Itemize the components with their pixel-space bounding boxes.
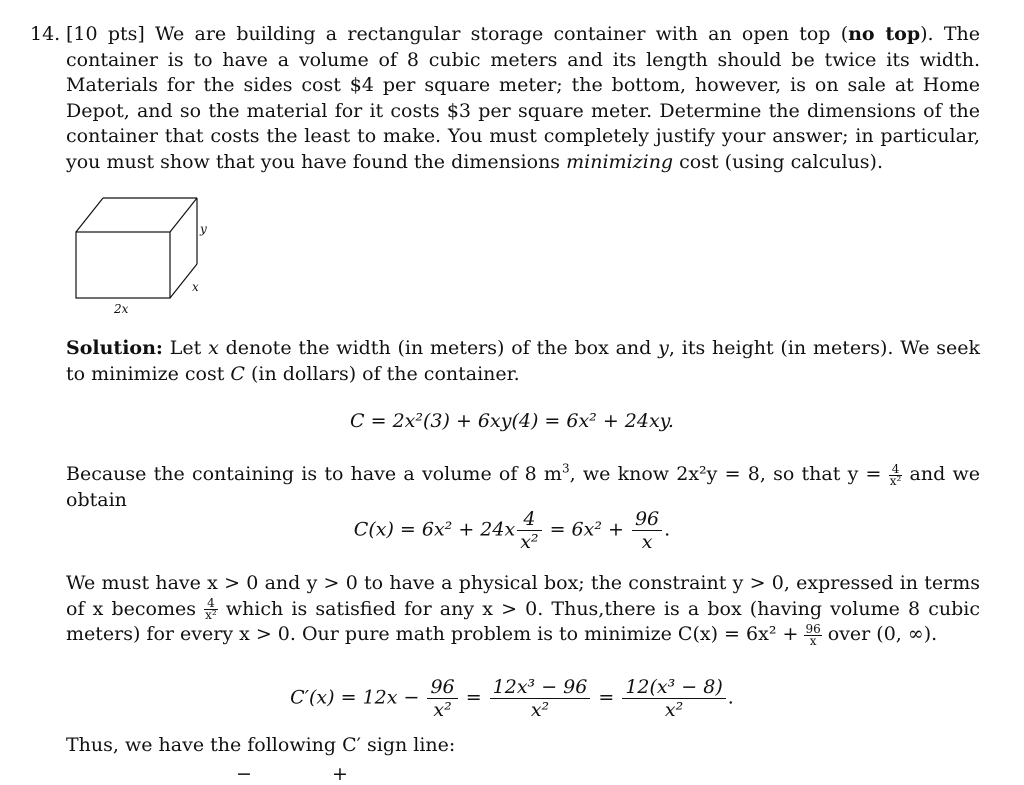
- equation-deriv-frac1-num: 96: [427, 676, 457, 699]
- problem-text-b: ). The container is to have a volume of 8 cubic meters and its length should be twice its width. Materials for the sides cost $4 per square meter; the bottom, however, is on sale at Home Depot, and so the material for it costs $3 per square meter. Determine the dimensions of the container that costs the least to make. You must completely justify your answer; in particular, you must show that you have found the dimensions: [66, 23, 980, 173]
- constraint-fraction2-den: x: [809, 633, 817, 648]
- equation-cx-frac2-num: 96: [632, 508, 662, 531]
- figure-label-length: 2x: [114, 302, 129, 316]
- equation-cx-frac1-den: x²: [520, 531, 539, 553]
- volume-superscript: 3: [561, 461, 570, 476]
- equation-cx-mid: = 6x² +: [543, 518, 630, 541]
- box-edge-top-left: [76, 198, 103, 232]
- solution-intro: [66, 336, 980, 387]
- problem-text-a: We are building a rectangular storage container with an open top (: [155, 23, 849, 45]
- solution-heading: Solution:: [66, 337, 163, 359]
- problem-statement: [66, 22, 980, 176]
- problem-text-c: cost (using calculus).: [673, 150, 884, 173]
- solution-intro-3: , its height (in meters). We seek to minimize cost: [66, 337, 981, 385]
- sign-plus: +: [332, 763, 348, 785]
- problem-number: 14.: [30, 23, 61, 45]
- equation-derivative: [0, 676, 1024, 721]
- var-c: C: [230, 362, 245, 385]
- equation-deriv-frac2-num: 12x³ − 96: [490, 676, 591, 699]
- signline-paragraph: [66, 733, 980, 759]
- constraint-text-3: over (0, ∞).: [821, 623, 938, 646]
- equation-cx-frac2-den: x: [641, 531, 653, 553]
- equation-cx-frac1-num: 4: [517, 508, 541, 531]
- volume-fraction-den: x²: [889, 473, 902, 488]
- equation-deriv-frac3: [622, 676, 725, 721]
- constraint-fraction-den: x²: [205, 608, 217, 623]
- solution-intro-1: Let: [162, 337, 209, 359]
- equation-cost-text: C = 2x²(3) + 6xy(4) = 6x² + 24xy.: [350, 410, 674, 432]
- equation-deriv-frac3-num: 12(x³ − 8): [622, 676, 725, 699]
- equation-deriv-frac3-den: x²: [664, 699, 684, 721]
- figure-label-depth: x: [192, 280, 199, 294]
- equation-deriv-frac2: [490, 676, 591, 721]
- problem-text-italic: minimizing: [566, 150, 674, 173]
- var-x: x: [208, 337, 219, 359]
- constraint-text-2: which is satisfied for any x > 0. Thus,there is a box (having volume 8 cubic meters) for every x > 0. Our pure math problem is to minimize C(x) = 6x² +: [66, 597, 980, 646]
- figure-label-height: y: [200, 222, 207, 236]
- constraint-text-1: We must have x > 0 and y > 0 to have a physical box; the constraint y > 0, expressed in terms of x becomes: [66, 572, 980, 620]
- problem-points: [10 pts]: [66, 23, 145, 45]
- equation-cx-left: C(x) = 6x² + 24x: [353, 518, 516, 541]
- signline-text: Thus, we have the following C′ sign line:: [66, 734, 456, 756]
- equation-deriv-eq2: =: [592, 686, 621, 709]
- equation-deriv-frac1: [427, 676, 457, 721]
- box-drawing: [70, 192, 230, 322]
- volume-text-1: Because the containing is to have a volume of 8 m: [66, 463, 562, 485]
- volume-text-3: and we obtain: [66, 463, 980, 511]
- equation-deriv-end: .: [727, 686, 734, 709]
- volume-fraction-num: 4: [889, 464, 903, 476]
- solution-intro-2: denote the width (in meters) of the box and: [218, 337, 659, 359]
- equation-deriv-eq1: =: [459, 686, 488, 709]
- constraint-fraction-num: 4: [204, 598, 218, 610]
- constraint-fraction-2: [804, 621, 821, 648]
- equation-cost: [0, 408, 1024, 434]
- equation-cx: [0, 508, 1024, 553]
- box-figure: [70, 192, 230, 322]
- equation-deriv-left: C′(x) = 12x −: [290, 686, 426, 709]
- constraint-fraction: [204, 598, 218, 621]
- constraint-fraction2-num: 96: [805, 621, 821, 636]
- equation-cx-frac2: [632, 508, 662, 553]
- volume-fraction: [889, 461, 903, 488]
- volume-text-2: , we know 2x²y = 8, so that y =: [569, 463, 889, 485]
- problem-text-bold: no top: [848, 23, 921, 45]
- solution-intro-4: (in dollars) of the container.: [244, 362, 520, 385]
- var-y: y: [658, 337, 669, 359]
- volume-paragraph: [66, 462, 980, 513]
- box-front-face: [76, 232, 170, 298]
- constraint-paragraph: [66, 571, 980, 648]
- equation-cx-frac1: [517, 508, 541, 553]
- sign-minus: −: [236, 763, 252, 785]
- equation-cx-end: .: [664, 518, 671, 541]
- equation-deriv-frac2-den: x²: [530, 699, 550, 721]
- box-edge-top-right: [170, 198, 197, 232]
- equation-deriv-frac1-den: x²: [433, 699, 452, 721]
